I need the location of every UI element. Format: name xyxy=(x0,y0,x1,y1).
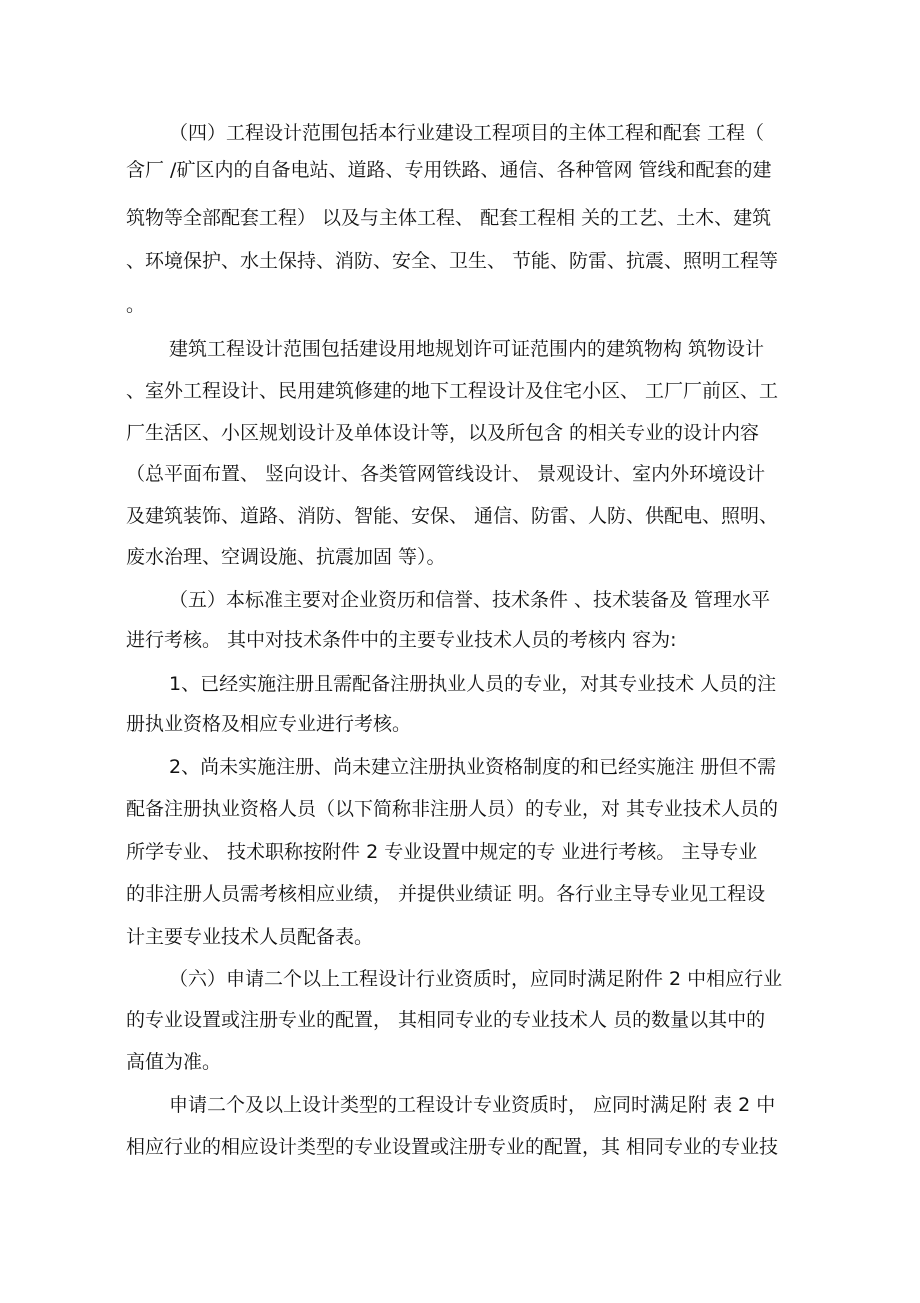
text-line: 厂生活区、小区规划设计及单体设计等，以及所包含 的相关专业的设计内容 xyxy=(126,422,760,444)
text-line: 1、已经实施注册且需配备注册执业人员的专业，对其专业技术 人员的注 xyxy=(169,673,777,695)
text-line: （五）本标准主要对企业资历和信誉、技术条件 、技术装备及 管理水平 xyxy=(169,589,771,611)
text-line: 申请二个及以上设计类型的工程设计专业资质时， 应同时满足附 表 2 中 xyxy=(169,1094,776,1116)
text-line: 高值为准。 xyxy=(126,1051,222,1073)
text-line: 废水治理、空调设施、抗震加固 等）。 xyxy=(126,546,446,568)
text-line: 及建筑装饰、道路、消防、智能、安保、 通信、防雷、人防、供配电、照明、 xyxy=(126,505,779,527)
text-line: 、环境保护、水土保持、消防、安全、卫生、 节能、防雷、抗震、照明工程等 xyxy=(126,250,779,272)
text-line: 计主要专业技术人员配备表。 xyxy=(126,926,374,948)
text-line: 相应行业的相应设计类型的专业设置或注册专业的配置，其 相同专业的专业技 xyxy=(126,1136,779,1158)
text-line: 筑物等全部配套工程） 以及与主体工程、 配套工程相 关的工艺、土木、建筑 xyxy=(126,207,772,229)
text-line: 进行考核。 其中对技术条件中的主要专业技术人员的考核内 容为: xyxy=(126,629,677,651)
text-line: 的非注册人员需考核相应业绩， 并提供业绩证 明。各行业主导专业见工程设 xyxy=(126,883,766,905)
text-line: 册执业资格及相应专业进行考核。 xyxy=(126,713,412,735)
text-line: （六）申请二个以上工程设计行业资质时，应同时满足附件 2 中相应行业 xyxy=(169,968,783,990)
text-line: （四）工程设计范围包括本行业建设工程项目的主体工程和配套 工程（ xyxy=(169,122,765,144)
text-line: 建筑工程设计范围包括建设用地规划许可证范围内的建筑物构 筑物设计 xyxy=(169,338,765,360)
text-line: 的专业设置或注册专业的配置， 其相同专业的专业技术人 员的数量以其中的 xyxy=(126,1009,766,1031)
text-line: 含厂 /矿区内的自备电站、道路、专用铁路、通信、各种管网 管线和配套的建 xyxy=(126,159,772,181)
text-line: 。 xyxy=(126,294,146,316)
text-line: 所学专业、 技术职称按附件 2 专业设置中规定的专 业进行考核。 主导专业 xyxy=(126,841,758,863)
text-line: （总平面布置、 竖向设计、各类管网管线设计、 景观设计、室内外环境设计 xyxy=(126,463,766,485)
text-line: 2、尚未实施注册、尚未建立注册执业资格制度的和已经实施注 册但不需 xyxy=(169,756,777,778)
text-line: 、室外工程设计、民用建筑修建的地下工程设计及住宅小区、 工厂厂前区、工 xyxy=(126,380,779,402)
text-line: 配备注册执业资格人员（以下简称非注册人员）的专业，对 其专业技术人员的 xyxy=(126,798,779,820)
